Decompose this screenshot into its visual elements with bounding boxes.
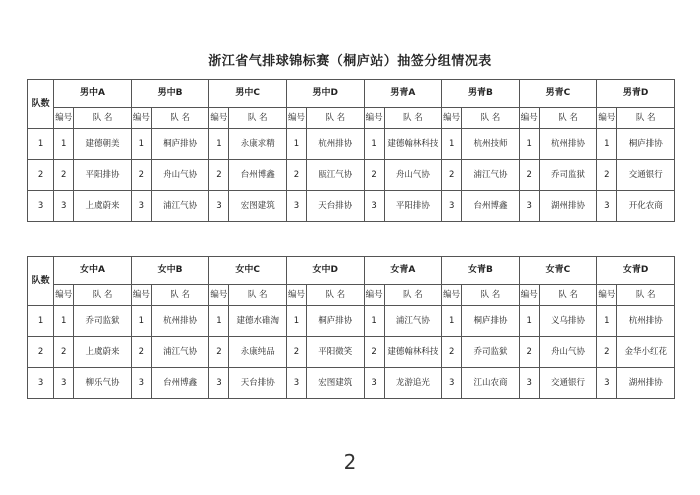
team-name: 交通银行 [617, 160, 675, 191]
number-column-header: 编号 [54, 285, 74, 306]
team-name: 杭州排协 [539, 129, 596, 160]
document-title: 浙江省气排球锦标赛（桐庐站）抽签分组情况表 [208, 54, 492, 69]
team-number: 2 [364, 337, 384, 368]
team-column-header: 队 名 [307, 108, 364, 129]
number-column-header: 编号 [209, 285, 229, 306]
team-name: 上虞蔚来 [74, 191, 131, 222]
team-name: 浦江气协 [462, 160, 519, 191]
team-name: 金华小红花 [617, 337, 675, 368]
team-name: 桐庐排协 [617, 129, 675, 160]
team-number: 1 [209, 306, 229, 337]
team-number: 3 [519, 191, 539, 222]
team-name: 浦江气协 [151, 337, 208, 368]
team-number: 2 [54, 337, 74, 368]
team-column-header: 队 名 [151, 108, 208, 129]
team-number: 1 [597, 306, 617, 337]
division-header: 女青A [364, 257, 442, 285]
team-number: 3 [286, 191, 306, 222]
team-column-header: 队 名 [384, 108, 441, 129]
team-column-header: 队 名 [384, 285, 441, 306]
team-column-header: 队 名 [151, 285, 208, 306]
team-number: 2 [209, 160, 229, 191]
team-name: 桐庐排协 [462, 306, 519, 337]
team-name: 湖州排协 [539, 191, 596, 222]
team-name: 龙游追光 [384, 368, 441, 399]
women-draw-table [27, 256, 675, 399]
team-name: 杭州排协 [617, 306, 675, 337]
men-draw-table [27, 79, 675, 222]
team-name: 台州博鑫 [151, 368, 208, 399]
division-header: 男中C [209, 80, 287, 108]
team-name: 平阳排协 [74, 160, 131, 191]
division-header: 男中D [286, 80, 364, 108]
team-number: 2 [519, 160, 539, 191]
number-column-header: 编号 [597, 285, 617, 306]
team-name: 建德翰林科技 [384, 129, 441, 160]
number-column-header: 编号 [364, 285, 384, 306]
number-column-header: 编号 [442, 108, 462, 129]
division-header: 男青B [442, 80, 520, 108]
number-column-header: 编号 [131, 285, 151, 306]
team-name: 宏图建筑 [307, 368, 364, 399]
team-name: 建德翰林科技 [384, 337, 441, 368]
number-column-header: 编号 [209, 108, 229, 129]
team-column-header: 队 名 [307, 285, 364, 306]
team-number: 2 [131, 337, 151, 368]
team-number: 1 [54, 306, 74, 337]
team-number: 2 [442, 160, 462, 191]
team-name: 桐庐排协 [307, 306, 364, 337]
team-number: 3 [364, 368, 384, 399]
team-number: 2 [286, 160, 306, 191]
team-number: 3 [209, 191, 229, 222]
team-name: 杭州技师 [462, 129, 519, 160]
table-row [28, 337, 675, 368]
team-column-header: 队 名 [462, 285, 519, 306]
team-name: 舟山气协 [151, 160, 208, 191]
team-number: 1 [519, 129, 539, 160]
division-header: 女中D [286, 257, 364, 285]
team-number: 2 [286, 337, 306, 368]
division-header: 女中C [209, 257, 287, 285]
team-name: 乔司监狱 [462, 337, 519, 368]
team-number: 1 [131, 129, 151, 160]
team-column-header: 队 名 [462, 108, 519, 129]
team-name: 交通银行 [539, 368, 596, 399]
table-row [28, 160, 675, 191]
team-number: 2 [597, 337, 617, 368]
row-index: 3 [28, 368, 54, 399]
team-name: 杭州排协 [151, 306, 208, 337]
number-column-header: 编号 [519, 285, 539, 306]
row-index: 2 [28, 337, 54, 368]
team-column-header: 队 名 [539, 108, 596, 129]
team-number: 1 [597, 129, 617, 160]
table-row [28, 368, 675, 399]
row-index: 1 [28, 306, 54, 337]
team-name: 浦江气协 [151, 191, 208, 222]
team-column-header: 队 名 [229, 108, 286, 129]
team-number: 2 [54, 160, 74, 191]
team-number: 1 [442, 306, 462, 337]
team-number: 2 [597, 160, 617, 191]
row-index: 2 [28, 160, 54, 191]
division-header: 女青D [597, 257, 675, 285]
number-column-header: 编号 [286, 108, 306, 129]
number-column-header: 编号 [286, 285, 306, 306]
team-column-header: 队 名 [229, 285, 286, 306]
team-name: 桐庐排协 [151, 129, 208, 160]
team-number: 1 [442, 129, 462, 160]
table-row [28, 306, 675, 337]
team-number: 1 [286, 306, 306, 337]
team-number: 3 [597, 191, 617, 222]
team-number: 2 [131, 160, 151, 191]
team-column-header: 队 名 [617, 285, 675, 306]
team-number: 3 [364, 191, 384, 222]
team-number: 2 [364, 160, 384, 191]
team-name: 建德水碓淘 [229, 306, 286, 337]
row-index: 3 [28, 191, 54, 222]
team-name: 台州博鑫 [462, 191, 519, 222]
team-name: 永康纯品 [229, 337, 286, 368]
team-name: 乔司监狱 [539, 160, 596, 191]
team-name: 平阳排协 [384, 191, 441, 222]
team-name: 义乌排协 [539, 306, 596, 337]
team-name: 乔司监狱 [74, 306, 131, 337]
team-name: 湖州排协 [617, 368, 675, 399]
division-header: 女中B [131, 257, 209, 285]
number-column-header: 编号 [442, 285, 462, 306]
team-column-header: 队 名 [617, 108, 675, 129]
team-name: 上虞蔚来 [74, 337, 131, 368]
team-number: 1 [286, 129, 306, 160]
number-column-header: 编号 [131, 108, 151, 129]
team-name: 浦江气协 [384, 306, 441, 337]
team-name: 天台排协 [307, 191, 364, 222]
division-header: 男青D [597, 80, 675, 108]
team-name: 江山农商 [462, 368, 519, 399]
team-name: 永康求精 [229, 129, 286, 160]
team-number: 1 [209, 129, 229, 160]
team-name: 柳乐气协 [74, 368, 131, 399]
team-number: 3 [209, 368, 229, 399]
team-column-header: 队 名 [74, 285, 131, 306]
team-number: 1 [364, 129, 384, 160]
division-header: 女青C [519, 257, 597, 285]
team-column-header: 队 名 [74, 108, 131, 129]
team-number: 3 [597, 368, 617, 399]
team-number: 3 [54, 368, 74, 399]
team-name: 开化农商 [617, 191, 675, 222]
team-number: 3 [519, 368, 539, 399]
team-number: 3 [442, 191, 462, 222]
division-header: 男中A [54, 80, 132, 108]
group-count-header: 队数 [28, 80, 54, 129]
division-header: 男青C [519, 80, 597, 108]
team-number: 3 [131, 368, 151, 399]
team-name: 舟山气协 [384, 160, 441, 191]
number-column-header: 编号 [364, 108, 384, 129]
number-column-header: 编号 [519, 108, 539, 129]
team-number: 3 [286, 368, 306, 399]
table-row [28, 129, 675, 160]
table-row [28, 191, 675, 222]
row-index: 1 [28, 129, 54, 160]
team-number: 1 [519, 306, 539, 337]
team-name: 宏图建筑 [229, 191, 286, 222]
team-name: 建德朝美 [74, 129, 131, 160]
team-number: 2 [442, 337, 462, 368]
team-number: 2 [209, 337, 229, 368]
team-number: 1 [54, 129, 74, 160]
team-name: 平阳微笑 [307, 337, 364, 368]
team-name: 杭州排协 [307, 129, 364, 160]
team-name: 台州博鑫 [229, 160, 286, 191]
team-name: 舟山气协 [539, 337, 596, 368]
group-count-header: 队数 [28, 257, 54, 306]
team-column-header: 队 名 [539, 285, 596, 306]
team-name: 天台排协 [229, 368, 286, 399]
division-header: 女青B [442, 257, 520, 285]
number-column-header: 编号 [597, 108, 617, 129]
team-number: 1 [364, 306, 384, 337]
page-number: 2 [343, 450, 357, 474]
team-number: 1 [131, 306, 151, 337]
division-header: 女中A [54, 257, 132, 285]
team-number: 3 [131, 191, 151, 222]
division-header: 男青A [364, 80, 442, 108]
team-name: 瓯江气协 [307, 160, 364, 191]
team-number: 3 [442, 368, 462, 399]
team-number: 2 [519, 337, 539, 368]
division-header: 男中B [131, 80, 209, 108]
number-column-header: 编号 [54, 108, 74, 129]
team-number: 3 [54, 191, 74, 222]
